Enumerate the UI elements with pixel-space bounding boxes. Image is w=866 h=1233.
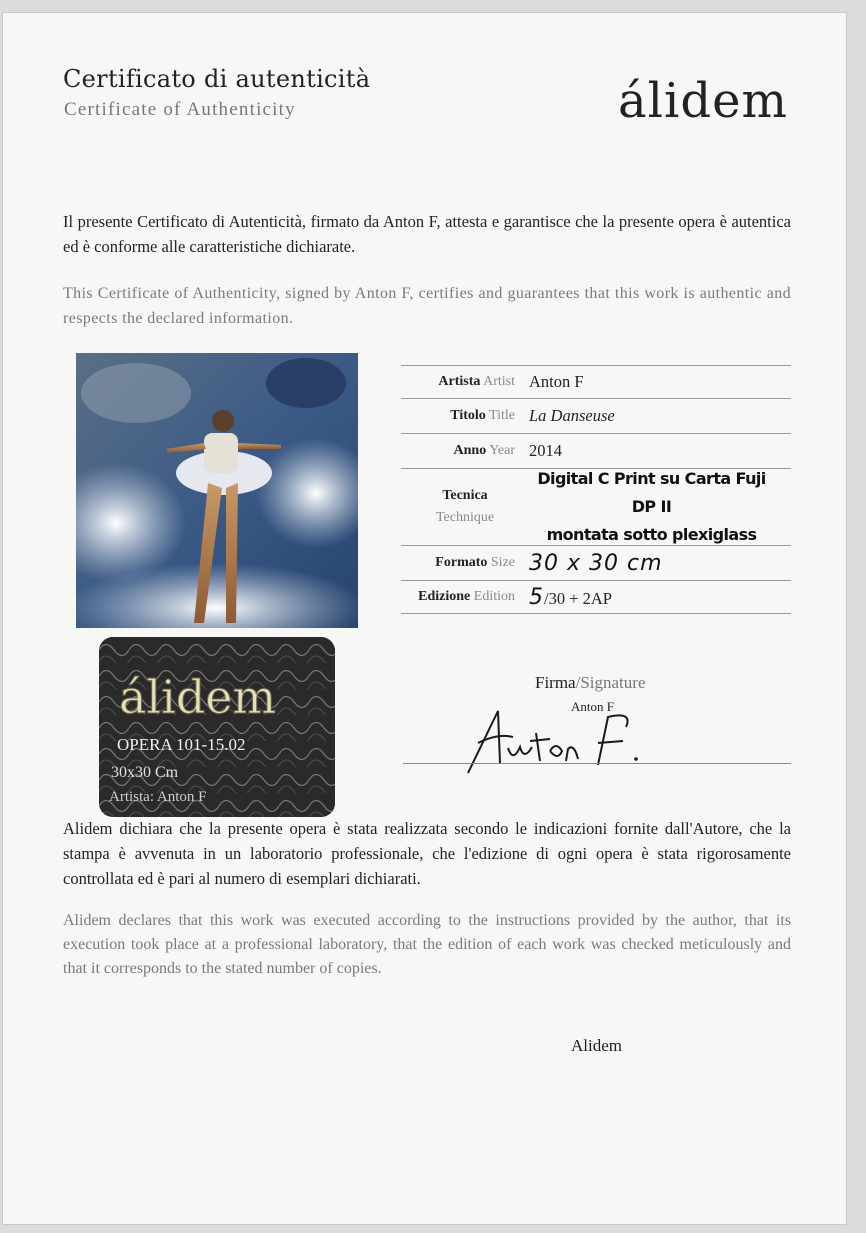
size-value-handwritten: 30 x 30 cm <box>529 550 663 576</box>
technique-label-en: Technique <box>435 510 495 525</box>
signature-label <box>535 673 646 693</box>
detail-row-title <box>401 398 791 433</box>
declaration-paragraph-english: Alidem declares that this work was executed according to the instructions provided by the author, that its execution took place at a professional laboratory, that the edition of each work was checked meticulously and that it corresponds to the stated number of copies. <box>63 912 791 977</box>
edition-number-handwritten: 5 <box>529 584 544 610</box>
edition-label-it: Edizione <box>418 589 471 604</box>
signatory-name: Anton F <box>571 699 614 714</box>
title-value: La Danseuse <box>529 406 615 425</box>
handwritten-signature <box>458 703 658 787</box>
brand-logo: álidem <box>618 73 788 129</box>
hologram-line-3: Artista: Anton F <box>109 789 207 805</box>
size-label-en: Size <box>490 555 515 570</box>
certificate-sheet <box>2 12 847 1225</box>
detail-row-edition <box>401 580 791 614</box>
artist-label-it: Artista <box>438 374 481 389</box>
detail-row-size <box>401 545 791 580</box>
declaration-paragraph-italian: Alidem dichiara che la presente opera è stata realizzata secondo le indicazioni fornite dall'Autore, che la stampa è avvenuta in un laboratorio professionale, che l'edizione di ogni opera è stata rigorosamente controllata ed è pari al numero di esemplari dichiarati. <box>63 819 791 888</box>
year-value: 2014 <box>529 441 562 460</box>
hologram-line-2: 30x30 Cm <box>111 764 179 781</box>
detail-row-artist <box>401 365 791 398</box>
intro-paragraph-english: This Certificate of Authenticity, signed by Anton F, certifies and guarantees that this work is authentic and respects the declared information. <box>63 285 791 327</box>
signature-label-it: Firma <box>535 673 576 692</box>
edition-label-en: Edition <box>473 589 515 604</box>
detail-row-technique <box>401 468 791 545</box>
technique-value-line-1: Digital C Print su Carta Fuji DP II <box>537 469 766 516</box>
intro-paragraph-italian: Il presente Certificato di Autenticità, firmato da Anton F, attesta e garantisce che la presente opera è autentica ed è conforme alle caratteristiche dichiarate. <box>63 212 791 256</box>
authenticity-hologram <box>99 637 335 817</box>
hologram-brand: álidem <box>119 670 277 724</box>
artist-label-en: Artist <box>483 374 515 389</box>
certificate-title-italian: Certificato di autenticità <box>63 65 371 93</box>
signature-line <box>403 763 791 764</box>
technique-value-line-2: montata sotto plexiglass <box>546 525 757 544</box>
artwork-details-table <box>401 365 791 614</box>
certificate-title-english: Certificate of Authenticity <box>64 99 296 120</box>
year-label-it: Anno <box>453 443 487 458</box>
title-label-en: Title <box>489 408 515 423</box>
artist-value: Anton F <box>529 372 584 391</box>
title-label-it: Titolo <box>450 408 486 423</box>
size-label-it: Formato <box>435 555 488 570</box>
closing-signatory: Alidem <box>571 1036 622 1055</box>
edition-value: /30 + 2AP <box>544 588 612 608</box>
hologram-line-1: OPERA 101-15.02 <box>117 735 246 754</box>
signature-label-en: /Signature <box>575 673 646 692</box>
technique-label-it: Tecnica <box>442 488 488 503</box>
detail-row-year <box>401 433 791 468</box>
year-label-en: Year <box>489 443 515 458</box>
artwork-photo <box>76 353 358 628</box>
